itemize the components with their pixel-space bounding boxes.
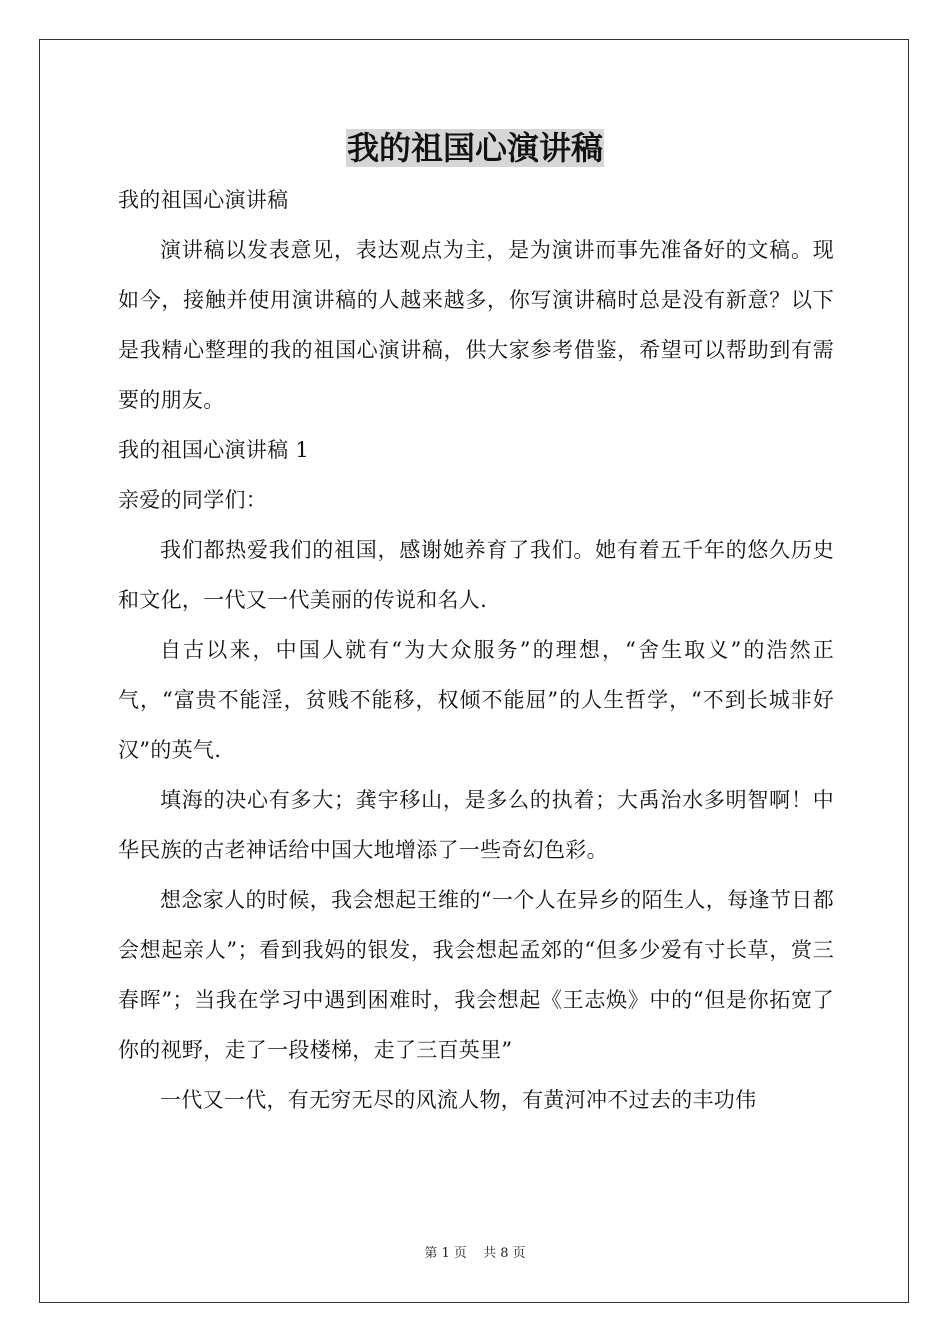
page-total: 共 8 页: [483, 1246, 526, 1261]
page-number: 第 1 页: [424, 1246, 467, 1261]
page-footer: [0, 1245, 950, 1263]
paragraph: 亲爱的同学们：: [118, 488, 268, 512]
paragraph: 填海的决心有多大；龚宇移山，是多么的执着；大禹治水多明智啊！中华民族的古老神话给中国大地增添了一些奇幻色彩。: [118, 788, 834, 862]
document-title: [0, 124, 950, 172]
paragraph: 我的祖国心演讲稿 1: [118, 438, 310, 462]
document-title-text: 我的祖国心演讲稿: [346, 129, 603, 167]
paragraph: 我们都热爱我们的祖国，感谢她养育了我们。她有着五千年的悠久历史和文化，一代又一代美丽的传说和名人.: [118, 538, 834, 612]
paragraph: 我的祖国心演讲稿: [118, 188, 289, 212]
paragraph: 一代又一代，有无穷无尽的风流人物，有黄河冲不过去的丰功伟: [160, 1088, 757, 1112]
paragraph: 自古以来，中国人就有“为大众服务”的理想，“舍生取义”的浩然正气，“富贵不能淫，贫贱不能移，权倾不能屈”的人生哲学，“不到长城非好汉”的英气.: [118, 638, 834, 762]
paragraph: 想念家人的时候，我会想起王维的“一个人在异乡的陌生人，每逢节日都会想起亲人”；看到我妈的银发，我会想起孟郊的“但多少爱有寸长草，赏三春晖”；当我在学习中遇到困难时，我会想起《王志焕》中的“但是你拓宽了你的视野，走了一段楼梯，走了三百英里”: [118, 888, 834, 1062]
document-body: [118, 175, 834, 1125]
paragraph: 演讲稿以发表意见，表达观点为主，是为演讲而事先准备好的文稿。现如今，接触并使用演讲稿的人越来越多，你写演讲稿时总是没有新意？以下是我精心整理的我的祖国心演讲稿，供大家参考借鉴，希望可以帮助到有需要的朋友。: [118, 238, 834, 412]
